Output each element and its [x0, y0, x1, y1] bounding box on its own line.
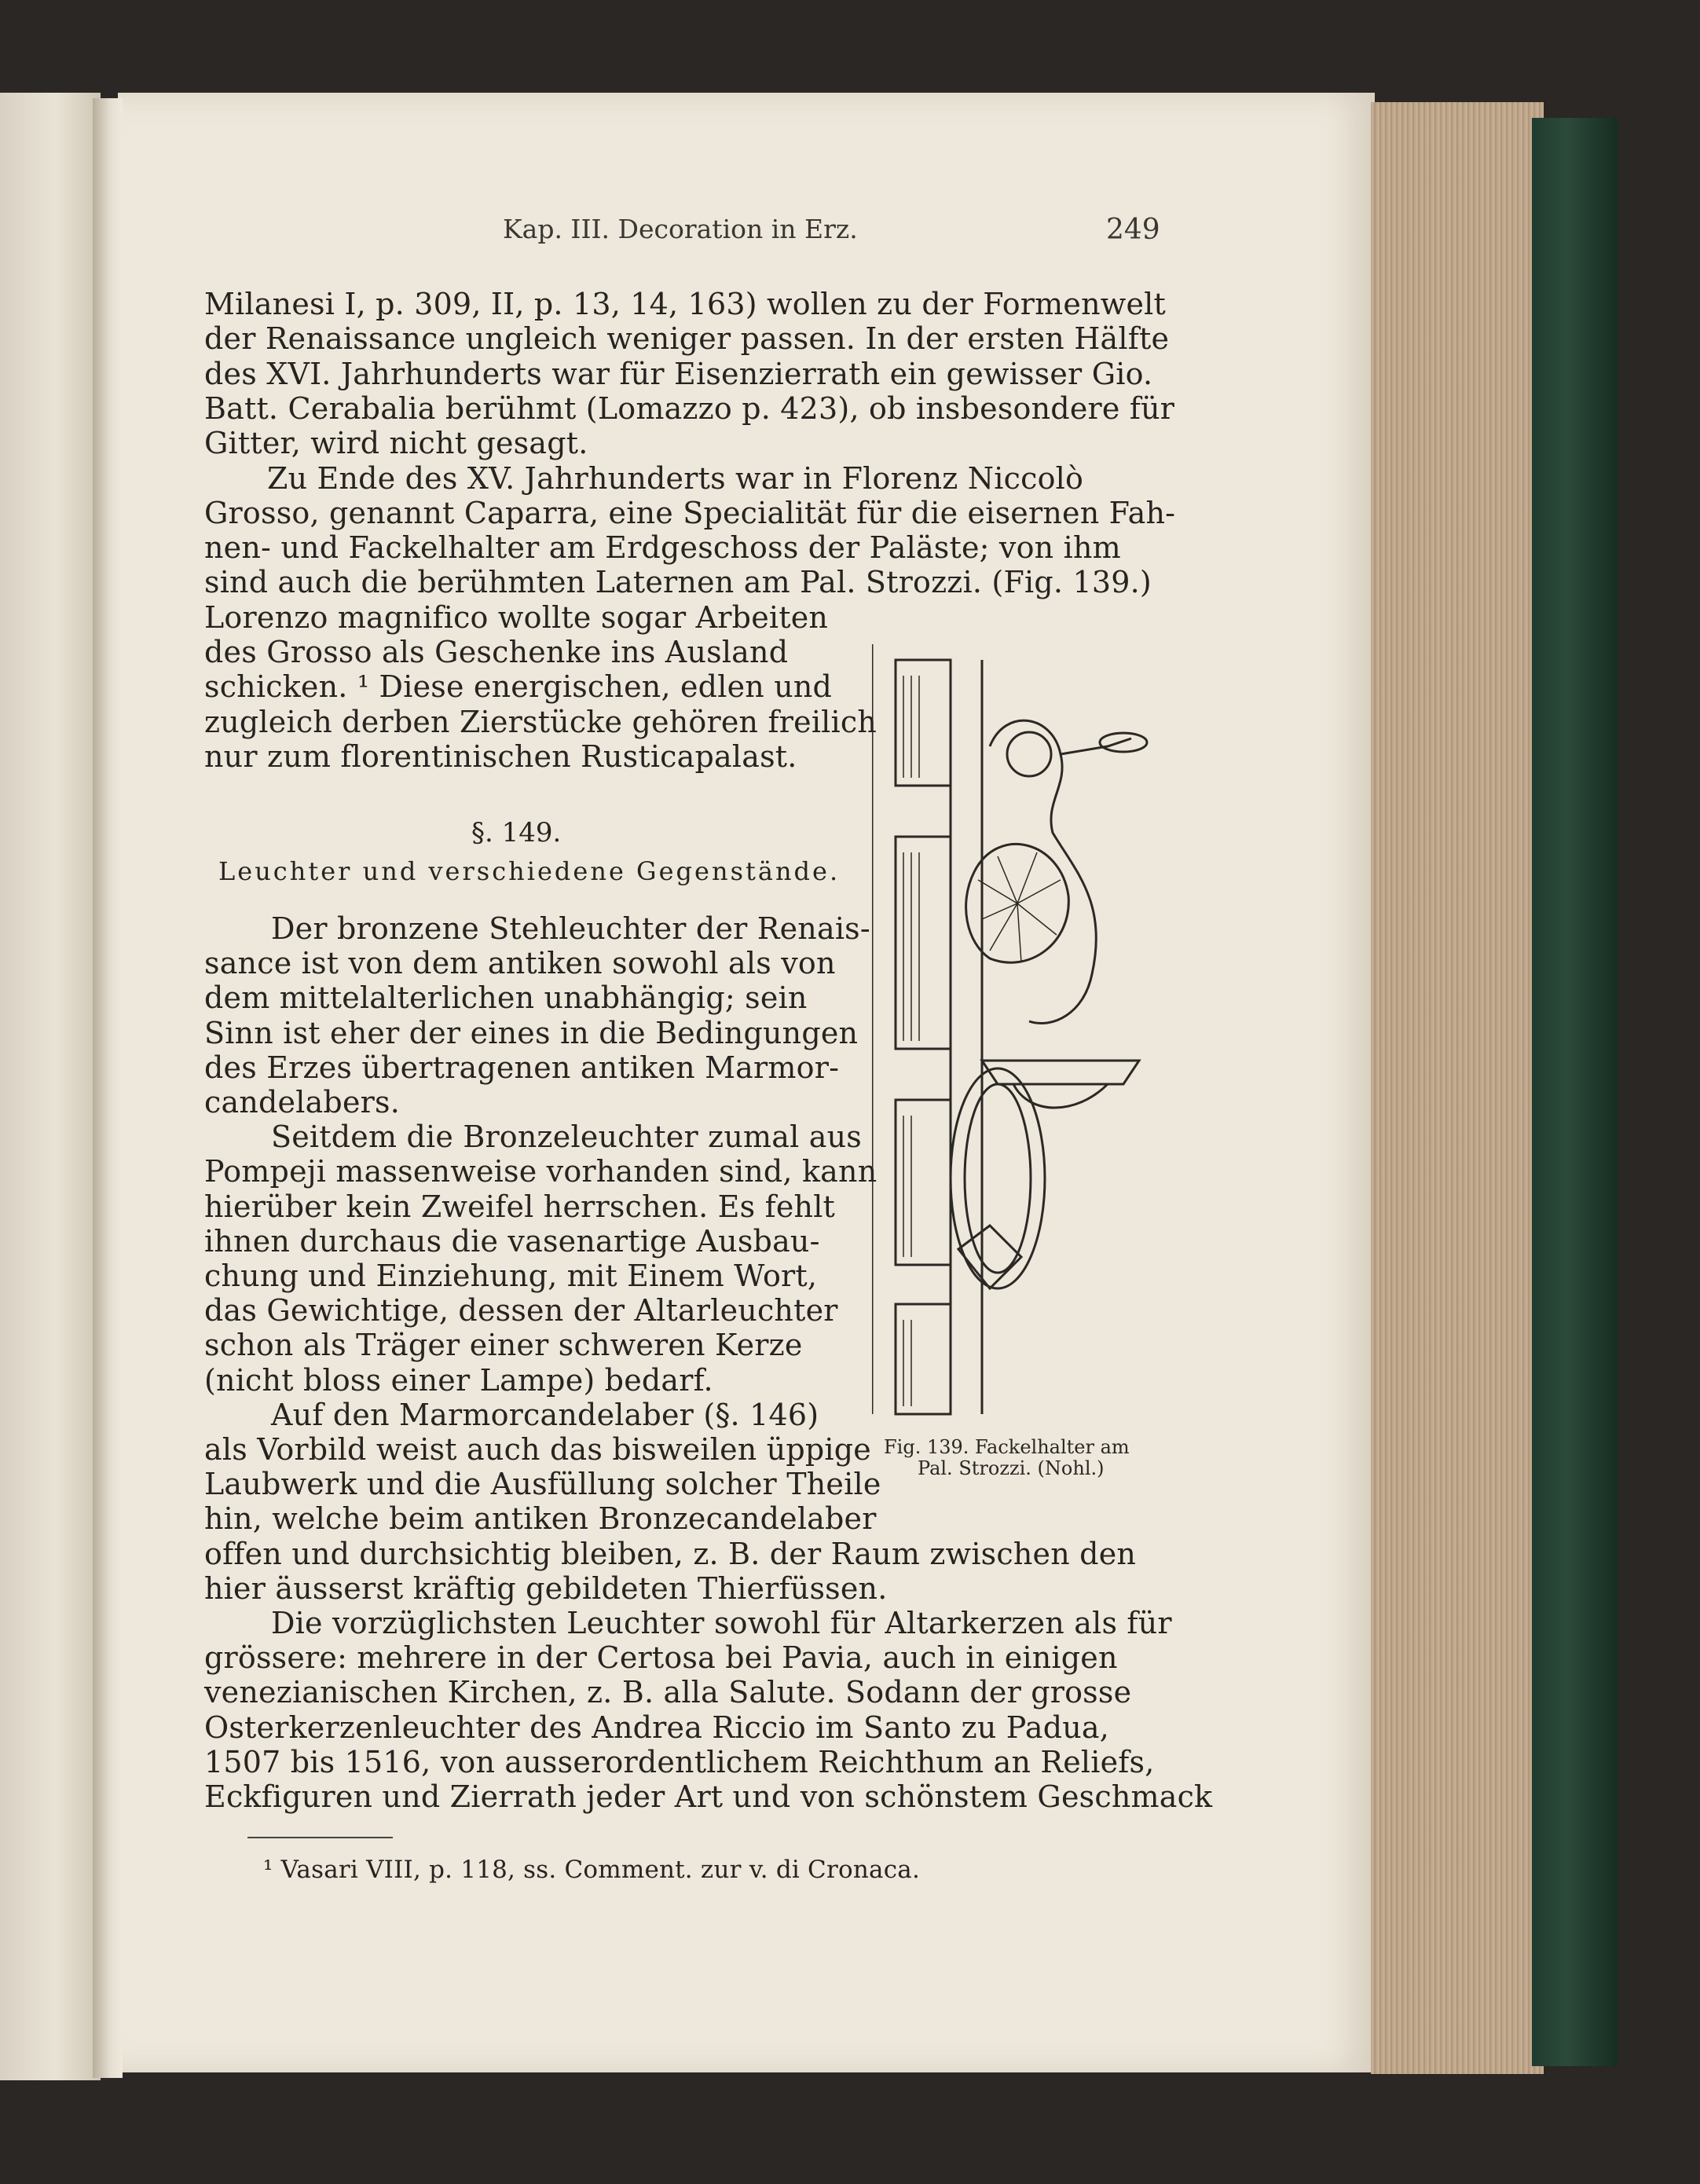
text-line: ihnen durchaus die vasenartige Ausbau-	[204, 1223, 820, 1259]
torch-holder-figure	[872, 644, 1155, 1422]
text-line: schicken. ¹ Diese energischen, edlen und	[204, 669, 833, 705]
text-line: Gitter, wird nicht gesagt.	[204, 426, 588, 461]
text-line: Auf den Marmorcandelaber (§. 146)	[271, 1397, 819, 1432]
figure-caption-line2: Pal. Strozzi. (Nohl.)	[918, 1457, 1105, 1479]
text-line: Batt. Cerabalia berühmt (Lomazzo p. 423), ob insbesondere für	[204, 390, 1175, 426]
text-line: zugleich derben Zierstücke gehören freilich	[204, 704, 877, 739]
text-line: Sinn ist eher der eines in die Bedingungen	[204, 1015, 859, 1050]
text-line: Eckfiguren und Zierrath jeder Art und von schönstem Geschmack	[204, 1779, 1213, 1814]
text-line: des XVI. Jahrhunderts war für Eisenzierrath ein gewisser Gio.	[204, 356, 1153, 391]
text-line: Der bronzene Stehleuchter der Renais-	[271, 911, 870, 946]
page-edges	[1371, 102, 1544, 2074]
text-line: dem mittelalterlichen unabhängig; sein	[204, 980, 808, 1016]
text-line: Zu Ende des XV. Jahrhunderts war in Florenz Niccolò	[267, 460, 1084, 496]
footnote: ¹ Vasari VIII, p. 118, ss. Comment. zur v. di Cronaca.	[263, 1856, 920, 1884]
text-line: Milanesi I, p. 309, II, p. 13, 14, 163) wollen zu der Formenwelt	[204, 287, 1166, 321]
book-cover	[1532, 118, 1618, 2066]
running-title: Kap. III. Decoration in Erz.	[503, 214, 858, 244]
text-line: Seitdem die Bronzeleuchter zumal aus	[271, 1119, 862, 1155]
section-title: Leuchter und verschiedene Gegenstände.	[218, 856, 841, 886]
text-line: hin, welche beim antiken Bronzecandelaber	[204, 1501, 877, 1537]
text-line: als Vorbild weist auch das bisweilen üppige	[204, 1432, 871, 1467]
left-page	[0, 93, 101, 2080]
text-line: hier äusserst kräftig gebildeten Thierfüssen.	[204, 1570, 888, 1606]
text-line: Die vorzüglichsten Leuchter sowohl für Altarkerzen als für	[271, 1606, 1172, 1640]
book-gutter	[93, 98, 123, 2078]
text-line: chung und Einziehung, mit Einem Wort,	[204, 1259, 818, 1293]
text-line: des Erzes übertragenen antiken Marmor-	[204, 1050, 840, 1085]
text-line: nur zum florentinischen Rusticapalast.	[204, 738, 797, 774]
text-line: offen und durchsichtig bleiben, z. B. der Raum zwischen den	[204, 1536, 1137, 1571]
text-line: candelabers.	[204, 1085, 400, 1119]
text-line: der Renaissance ungleich weniger passen. In der ersten Hälfte	[204, 321, 1170, 357]
text-line: (nicht bloss einer Lampe) bedarf.	[204, 1362, 713, 1398]
footnote-rule	[247, 1837, 393, 1838]
text-line: venezianischen Kirchen, z. B. alla Salute. Sodann der grosse	[204, 1675, 1132, 1710]
text-line: hierüber kein Zweifel herrschen. Es fehlt	[204, 1189, 836, 1224]
text-line: schon als Träger einer schweren Kerze	[204, 1328, 803, 1363]
text-line: 1507 bis 1516, von ausserordentlichem Reichthum an Reliefs,	[204, 1744, 1155, 1779]
text-line: grössere: mehrere in der Certosa bei Pavia, auch in einigen	[204, 1640, 1118, 1676]
text-line: nen- und Fackelhalter am Erdgeschoss der Paläste; von ihm	[204, 530, 1121, 566]
text-line: Pompeji massenweise vorhanden sind, kann	[204, 1154, 877, 1189]
text-line: des Grosso als Geschenke ins Ausland	[204, 635, 789, 669]
text-line: Grosso, genannt Caparra, eine Specialität für die eisernen Fah-	[204, 495, 1176, 530]
text-line: sance ist von dem antiken sowohl als von	[204, 946, 836, 981]
text-line: Lorenzo magnifico wollte sogar Arbeiten	[204, 599, 829, 635]
text-line: sind auch die berühmten Laternen am Pal. Strozzi. (Fig. 139.)	[204, 565, 1152, 600]
text-line: das Gewichtige, dessen der Altarleuchter	[204, 1293, 838, 1328]
text-line: Laubwerk und die Ausfüllung solcher Theile	[204, 1467, 881, 1502]
section-number: §. 149.	[471, 817, 562, 848]
figure-caption-line1: Fig. 139. Fackelhalter am	[884, 1436, 1130, 1458]
page-number: 249	[1106, 214, 1160, 246]
text-line: Osterkerzenleuchter des Andrea Riccio im Santo zu Padua,	[204, 1709, 1110, 1745]
